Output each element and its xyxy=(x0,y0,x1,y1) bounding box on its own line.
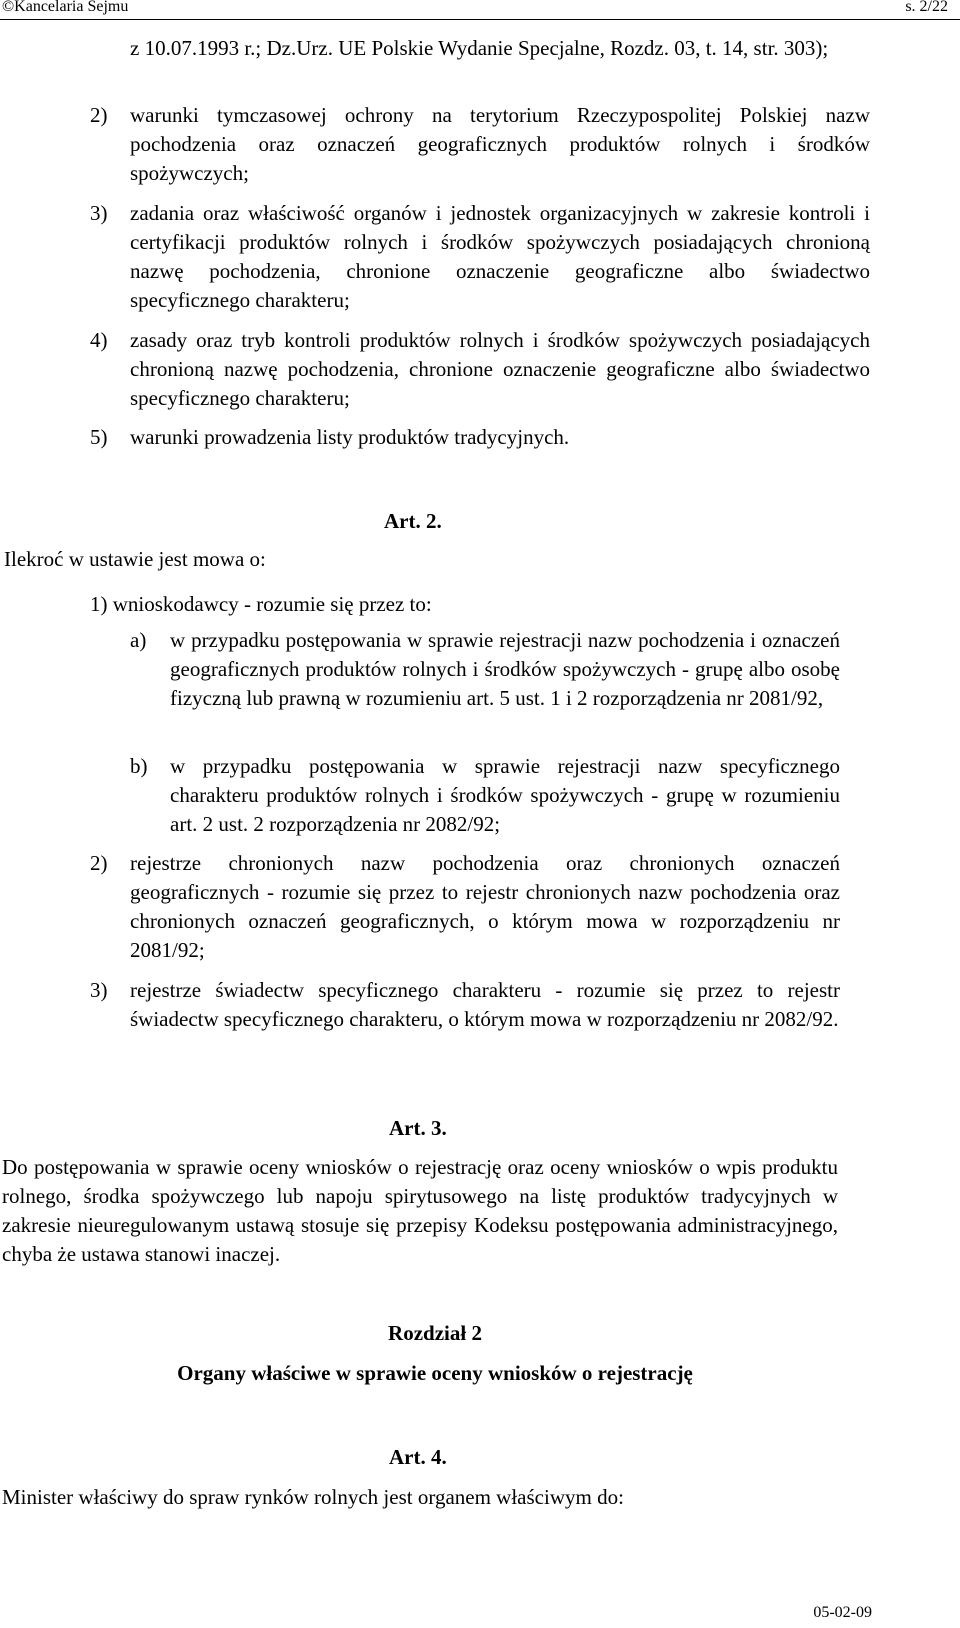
art2-intro: Ilekroć w ustawie jest mowa o: xyxy=(4,547,266,571)
item-text: rejestrze chronionych nazw pochodzenia oraz chronionych oznaczeń geograficznych - rozumie się przez to rejestr chronionych nazw pochodzenia oraz chronionych oznaczeń geograficznych, o którym mowa w rozporządzeniu nr 2081/92; xyxy=(130,851,840,962)
item-number: 3) xyxy=(90,201,108,225)
header-divider xyxy=(0,19,960,20)
item-label: b) xyxy=(130,754,148,778)
art4-text: Minister właściwy do spraw rynków rolnych jest organem właściwym do: xyxy=(2,1485,624,1509)
item-number: 2) xyxy=(90,103,108,127)
continuation-text: z 10.07.1993 r.; Dz.Urz. UE Polskie Wydanie Specjalne, Rozdz. 03, t. 14, str. 303); xyxy=(130,36,829,60)
item-number: 2) xyxy=(90,851,108,875)
item-text: w przypadku postępowania w sprawie rejestracji nazw pochodzenia i oznaczeń geograficznych produktów rolnych i środków spożywczych - grupę albo osobę fizyczną lub prawną w rozumieniu art. 5 ust. 1 i 2 rozporządzenia nr 2081/92, xyxy=(170,628,840,710)
item-text: warunki prowadzenia listy produktów tradycyjnych. xyxy=(130,425,570,449)
item-label: a) xyxy=(130,628,147,652)
chapter-title: Organy właściwe w sprawie oceny wniosków o rejestrację xyxy=(177,1361,693,1385)
art2-item-1: 1) wnioskodawcy - rozumie się przez to: xyxy=(90,592,432,616)
item-text: zasady oraz tryb kontroli produktów rolnych i środków spożywczych posiadających chronioną nazwę pochodzenia, chronione oznaczenie geograficzne albo świadectwo specyficznego charakteru; xyxy=(130,328,870,410)
chapter-number: Rozdział 2 xyxy=(388,1321,482,1345)
item-number: 5) xyxy=(90,425,108,449)
item-number: 3) xyxy=(90,978,108,1002)
art3-text: Do postępowania w sprawie oceny wniosków o rejestrację oraz oceny wniosków o wpis produktu rolnego, środka spożywczego lub napoju spirytusowego na listę produktów tradycyjnych w zakresie nieuregulowanym ustawą stosuje się przepisy Kodeksu postępowania administracyjnego, chyba że ustawa stanowi inaczej. xyxy=(2,1155,838,1266)
header-publisher: ©Kancelaria Sejmu xyxy=(2,0,129,15)
art3-title: Art. 3. xyxy=(389,1116,447,1140)
item-text: rejestrze świadectw specyficznego charakteru - rozumie się przez to rejestr świadectw specyficznego charakteru, o którym mowa w rozporządzeniu nr 2082/92. xyxy=(130,978,840,1031)
art2-title: Art. 2. xyxy=(384,509,442,533)
header-page-number: s. 2/22 xyxy=(905,0,948,15)
item-text: warunki tymczasowej ochrony na terytorium Rzeczypospolitej Polskiej nazw pochodzenia oraz oznaczeń geograficznych produktów rolnych i środków spożywczych; xyxy=(130,103,870,185)
item-text: zadania oraz właściwość organów i jednostek organizacyjnych w zakresie kontroli i certyfikacji produktów rolnych i środków spożywczych posiadających chronioną nazwę pochodzenia, chronione oznaczenie geograficzne albo świadectwo specyficznego charakteru; xyxy=(130,201,870,312)
footer-date: 05-02-09 xyxy=(813,1604,872,1621)
item-text: w przypadku postępowania w sprawie rejestracji nazw specyficznego charakteru produktów rolnych i środków spożywczych - grupę w rozumieniu art. 2 ust. 2 rozporządzenia nr 2082/92; xyxy=(170,754,840,836)
item-number: 4) xyxy=(90,328,108,352)
art4-title: Art. 4. xyxy=(389,1445,447,1469)
